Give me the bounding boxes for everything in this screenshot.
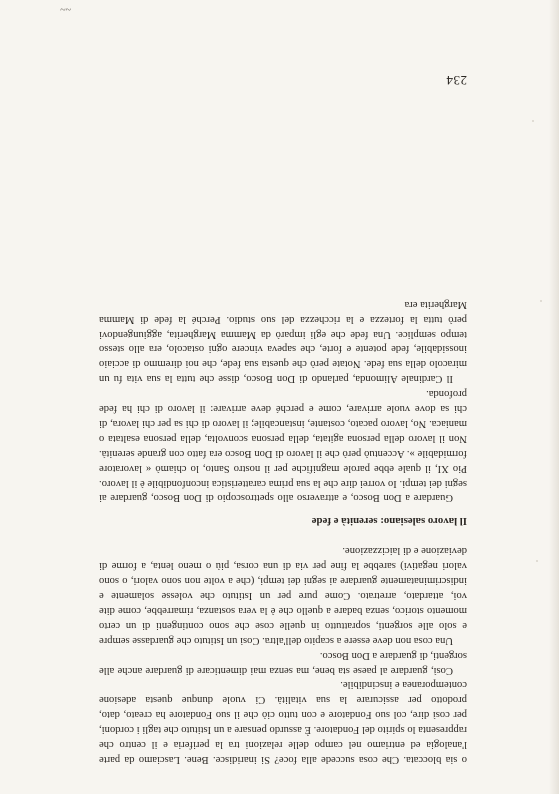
scan-speckle — [540, 300, 542, 302]
scan-speckle — [532, 120, 534, 122]
page-edge-shadow — [549, 0, 559, 794]
section-heading: Il lavoro salesiano: serenità e fede — [311, 515, 467, 528]
scan-speckle — [536, 560, 538, 562]
body-text — [99, 296, 467, 766]
paragraph-5: Il Cardinale Alimonda, parlando di Don Bosco, disse che tutta la sua vita fu un miracolo della sua fede. Notate però che questa sua fede, che noi diremmo di acciaio inossidabile, fede potente e forte, che sapeva vincere ogni ostacolo, era allo stesso tempo semplice. Una fede che egli imparò da Mamma Margherita, aggiungendovi però tutta la fortezza e la ricchezza del suo studio. Perché la fede di Mamma Margherita era — [99, 298, 467, 385]
page-number: 234 — [446, 73, 467, 88]
paragraph-4: Guardare a Don Bosco, e attraverso allo spettroscopio di Don Bosco, guardare ai segni dei tempi. Io vorrei dire che la sua prima caratteristica inconfondibile è il lavoro. Pio XI, il quale ebbe parole magnifiche per il nostro Santo, lo chiamò « lavoratore formidabile ». Accentuò però che il lavoro di Don Bosco era fatto con grande serenità. Non il lavoro della persona agitata, della persona sconvolta, della persona esaltata o maniaca. No, lavoro pacato, costante, instancabile; il lavoro di chi sa per chi lavora, di chi sa dove vuole arrivare, come e perché deve arrivare: il lavoro di chi ha fede profonda. — [99, 388, 467, 504]
paragraph-1: o sia bloccata. Che cosa succede alla foce? Si inaridisce. Bene. Lasciamo da parte l'analogia ed entriamo nel campo delle relazioni tra la periferia e il centro che rappresenta lo spirito del Fondatore. È assurdo pensare a un Istituto che tagli i cordoni, per così dire, col suo Fondatore e con tutto ciò che il suo Fondatore ha creato, dato, prodotto per assicurare la sua vitalità. Ci vuole dunque questa adesione contemporanea e inscindibile. — [99, 679, 467, 765]
paragraph-3: Una cosa non deve essere a scapito dell'altra. Così un Istituto che guardasse sempre e solo alle sorgenti, soprattutto in quelle cose che sono contingenti di un certo momento storico, senza badare a quello che è la vera sostanza, rimarrebbe, come dite voi, attardato, arretrato. Come pure per un Istituto che volesse solamente e indiscriminatamente guardare ai segni dei tempi, (che a volte non sono valori, o sono valori negativi) sarebbe la fine per via di una corsa, più o meno lenta, a forme di deviazione e di laicizzazione. — [99, 545, 467, 646]
corner-mark: ~~ — [60, 3, 71, 14]
paragraph-2: Così, guardare al paese sta bene, ma senza mai dimenticare di guardare anche alle sorgenti, di guardare a Don Bosco. — [99, 649, 467, 676]
